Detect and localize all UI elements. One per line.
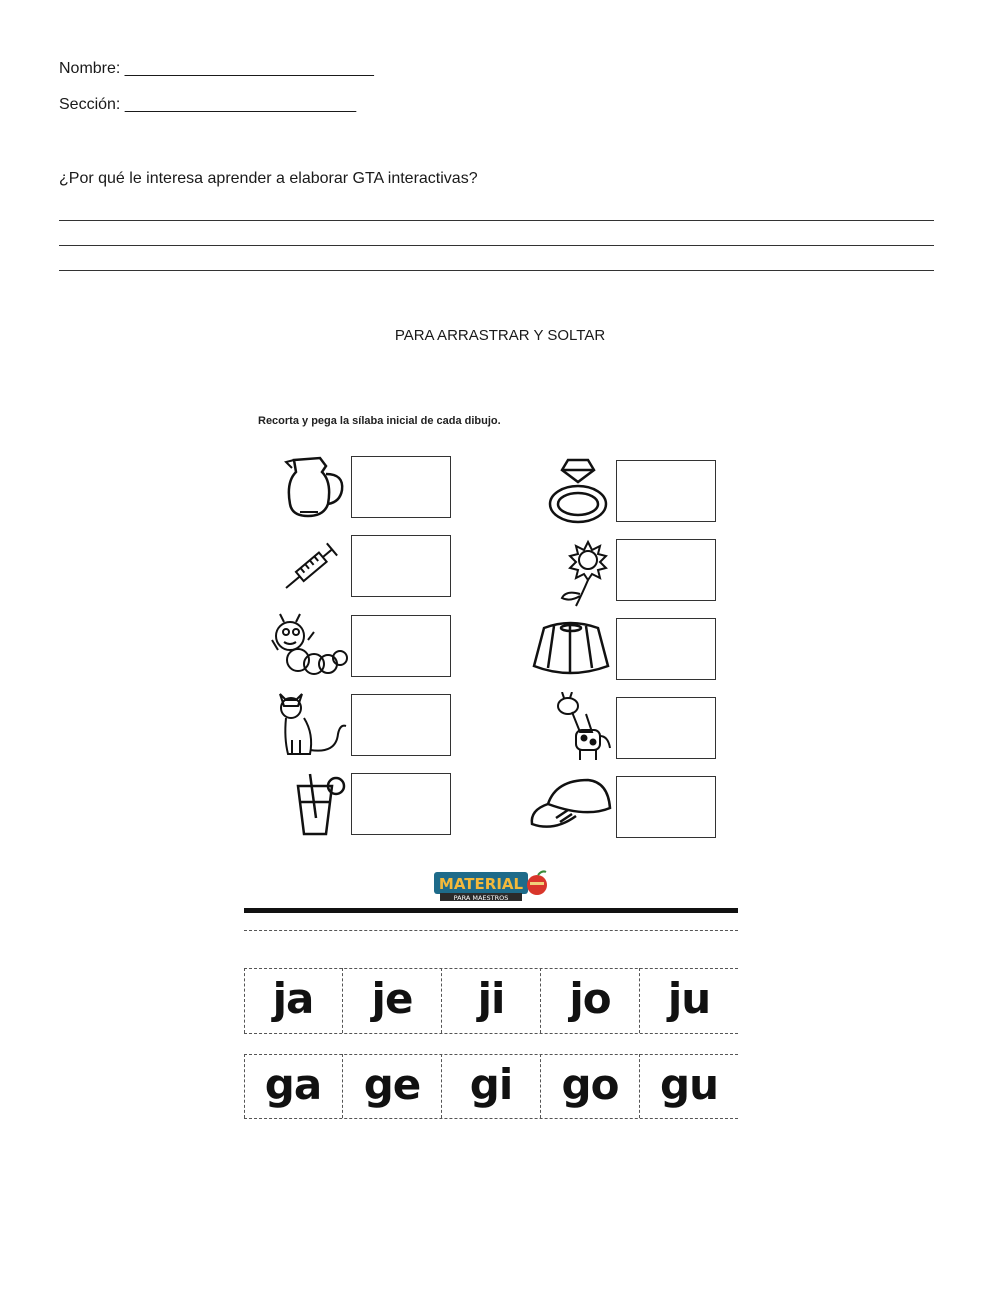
ring-icon: [546, 456, 612, 528]
answer-box-gelatin[interactable]: [616, 618, 716, 680]
syllable-card-go[interactable]: go: [561, 1060, 619, 1109]
juice-glass-icon: [292, 772, 348, 838]
cut-line: [244, 968, 738, 969]
material-para-maestros-logo: [432, 868, 554, 902]
syllable-card-ji[interactable]: ji: [477, 974, 505, 1023]
cat-icon: [274, 690, 350, 760]
syllable-card-gi[interactable]: gi: [469, 1060, 513, 1109]
syringe-icon: [280, 532, 350, 598]
answer-box-jug[interactable]: [351, 456, 451, 518]
syllable-card-ga[interactable]: ga: [264, 1060, 322, 1109]
answer-line-2[interactable]: [59, 245, 934, 246]
syllable-card-je[interactable]: je: [371, 974, 413, 1023]
svg-text:MATERIAL: MATERIAL: [438, 875, 524, 893]
answer-line-3[interactable]: [59, 270, 934, 271]
jug-icon: [282, 452, 348, 522]
svg-text:PARA MAESTROS: PARA MAESTROS: [453, 894, 509, 902]
answer-box-syringe[interactable]: [351, 535, 451, 597]
cut-line: [244, 1033, 738, 1034]
cut-line: [244, 1054, 738, 1055]
answer-box-giraffe[interactable]: [616, 697, 716, 759]
answer-box-juice-glass[interactable]: [351, 773, 451, 835]
syllable-card-ja[interactable]: ja: [272, 974, 314, 1023]
answer-line-1[interactable]: [59, 220, 934, 221]
cap-icon: [526, 774, 616, 840]
caterpillar-icon: [268, 612, 350, 682]
answer-box-cap[interactable]: [616, 776, 716, 838]
cut-line: [244, 1118, 738, 1119]
answer-box-cat[interactable]: [351, 694, 451, 756]
answer-box-caterpillar[interactable]: [351, 615, 451, 677]
giraffe-icon: [552, 692, 614, 764]
syllable-card-ju[interactable]: ju: [667, 974, 711, 1023]
sunflower-icon: [556, 538, 614, 610]
cut-line-top: [244, 908, 738, 913]
seccion-field[interactable]: Sección: __________________________: [59, 96, 357, 113]
section-title: PARA ARRASTRAR Y SOLTAR: [394, 327, 606, 344]
gelatin-icon: [530, 618, 612, 680]
answer-box-ring[interactable]: [616, 460, 716, 522]
syllable-card-gu[interactable]: gu: [660, 1060, 718, 1109]
syllable-card-ge[interactable]: ge: [363, 1060, 421, 1109]
syllable-card-jo[interactable]: jo: [569, 974, 611, 1023]
nombre-field[interactable]: Nombre: ____________________________: [59, 60, 374, 77]
answer-box-sunflower[interactable]: [616, 539, 716, 601]
worksheet-instruction: Recorta y pega la sílaba inicial de cada dibujo.: [258, 415, 501, 427]
cut-line: [244, 930, 738, 931]
question-text: ¿Por qué le interesa aprender a elaborar GTA interactivas?: [59, 170, 478, 187]
